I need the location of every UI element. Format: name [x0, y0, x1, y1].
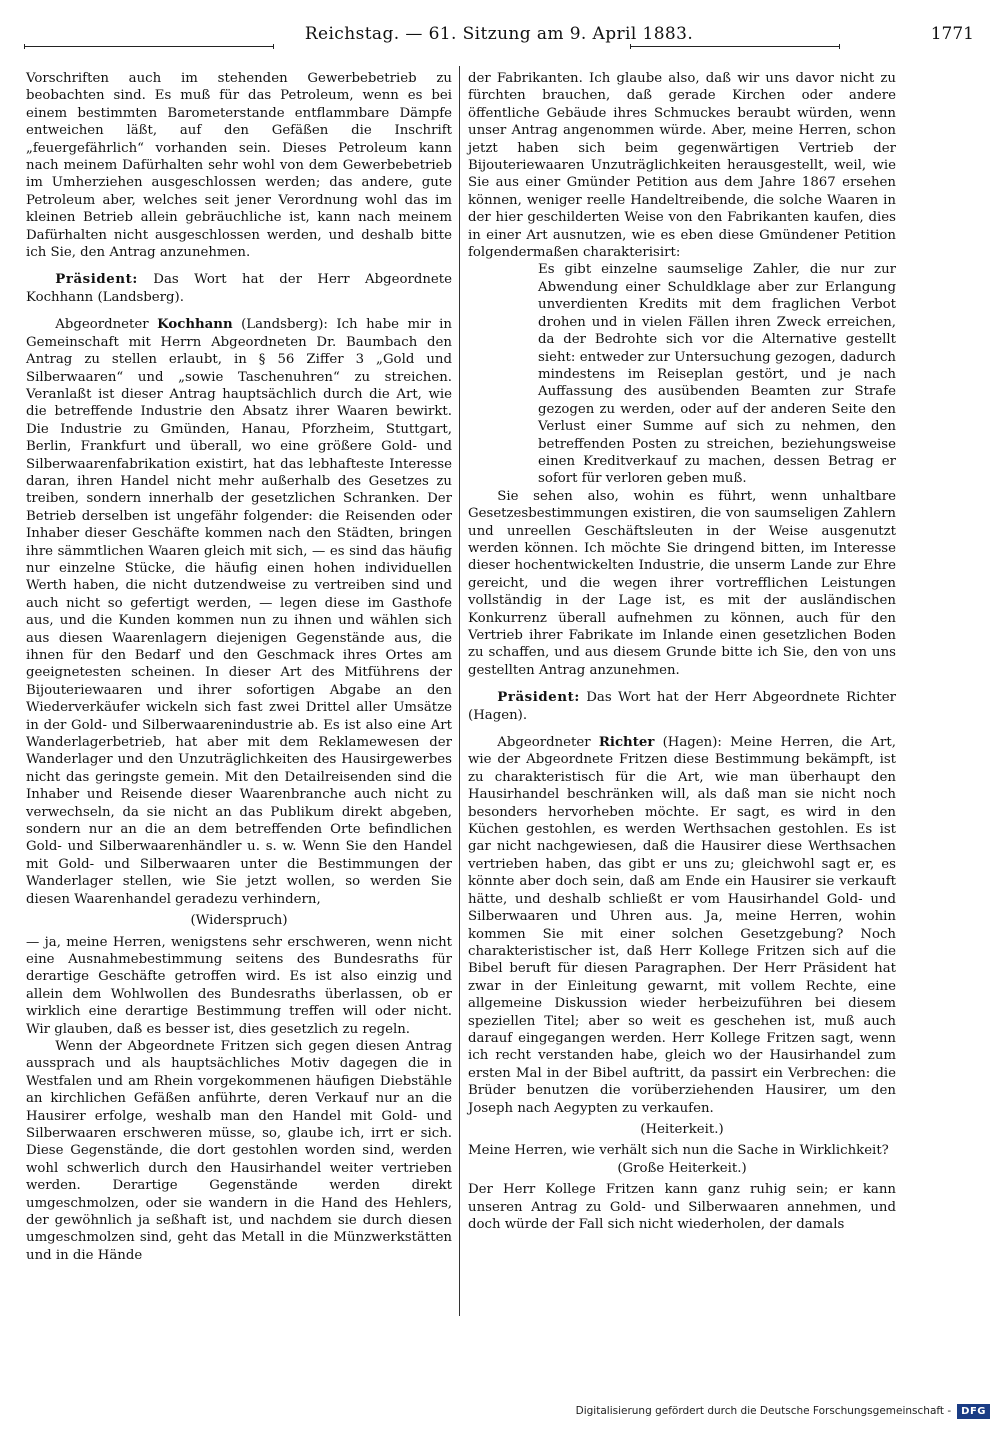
paragraph-text: (Hagen): Meine Herren, die Art, wie der Abgeordnete Fritzen diese Bestimmung bekämpft, ist zu charakteristisch für die Art, wie man überhaupt den Hausirhandel beschränken will, als daß man sie nicht noch besonders hervorheben möchte. Er sagt, es wird in den Küchen gestohlen, es werden Werthsachen gestohlen. Es ist gar nicht nachgewiesen, daß die Hausirer diese Werthsachen vertrieben haben, das gibt er uns zu; gleichwohl sagt er, es könnte aber doch sein, daß am Ende ein Hausirer sie verkauft hätte, und deshalb schließt er vom Hausirhandel Gold- und Silberwaaren und Uhren aus. Ja, meine Herren, wohin kommen Sie mit einer solchen Gesetzgebung? Noch charakteristischer ist, daß Herr Kollege Fritzen sich auf die Bibel beruft für diesen Paragraphen. Der Herr Präsident hat zwar in der Einleitung gewarnt, mit vollem Rechte, eine allgemeine Diskussion wieder herbeizuführen bei diesem speziellen Titel; aber so weit es geschehen ist, muß auch darauf eingegangen werden. Herr Kollege Fritzen sagt, wenn ich recht verstanden habe, gleich wo der Hausirhandel zum ersten Mal in der Bibel auftritt, da passirt ein Verbrechen: die Brüder benutzen die vorüberziehenden Hausirer, um den Joseph nach Aegypten zu verkaufen. — [468, 735, 896, 1116]
funding-footer — [576, 1400, 990, 1422]
speaker-label: Präsident: — [497, 690, 580, 706]
speaker-prefix: Abgeordneter — [55, 317, 158, 333]
paragraph-text: (Landsberg): Ich habe mir in Gemeinschaft mit Herrn Abgeordneten Dr. Baumbach den Antrag zu stellen erlaubt, in § 56 Ziffer 3 „Gold und Silberwaaren“ und „sowie Taschenuhren“ zu streichen. Veranlaßt ist dieser Antrag hauptsächlich durch die Art, wie die betreffende Industrie den Absatz ihrer Waaren bewirkt. Die Industrie zu Gmünden, Hanau, Pforzheim, Stuttgart, Berlin, Frankfurt und überall, wo eine größere Gold- und Silberwaarenfabrikation existirt, hat das lebhafteste Interesse daran, ihren Handel nicht mehr außerhalb des Gesetzes zu treiben, sondern innerhalb der gesetzlichen Schranken. Der Betrieb derselben ist ungefähr folgender: die Reisenden oder Inhaber dieser Geschäfte kommen nach den Städten, bringen ihre sämmtlichen Waaren gleich mit sich, — es sind das häufig nur einzelne Stücke, die häufig einen hohen individuellen Werth haben, die nicht dutzendweise zu vertreiben sind und auch nicht so gefertigt werden, — legen diese im Gasthofe aus, und die Kunden kommen nun zu ihnen und wählen sich aus diesen Waarenlagern diejenigen Gegenstände aus, die ihnen für den Bedarf und den Geschmack ihres Ortes am geeignetesten scheinen. In dieser Art des Mitführens der Bijouteriewaaren und ihrer sofortigen Abgabe an den Wiederverkäufer wickeln sich fast zwei Drittel aller Umsätze in der Gold- und Silberwaarenindustrie ab. Es ist also eine Art Wanderlagerbetrieb, hat aber mit dem Reklamewesen der Wanderlager und den Unzuträglichkeiten des Hausirgewerbes nicht das geringste gemein. Mit den Detailreisenden sind die Inhaber und Reisende dieser Waarenbranche auch nicht zu verwechseln, da sie nicht an das Publikum direkt abgeben, sondern nur an die an dem betreffenden Orte befindlichen Gold- und Silberwaarenhändler u. s. w. Wenn Sie den Handel mit Gold- und Silberwaaren unter die Bestimmungen der Wanderlager stellen, wie Sie jetzt wollen, so werden Sie diesen Waarenhandel geradezu verhindern, — [26, 317, 452, 907]
header-tick — [273, 44, 274, 49]
speaker-paragraph — [26, 271, 452, 306]
speech-paragraph — [468, 734, 896, 1117]
speaker-paragraph — [468, 689, 896, 724]
header-title: Reichstag. — 61. Sitzung am 9. April 1883. — [304, 24, 694, 44]
column-divider — [459, 66, 460, 1316]
paragraph: Meine Herren, wie verhält sich nun die Sache in Wirklichkeit? — [468, 1143, 889, 1159]
header-tick — [839, 44, 840, 49]
paragraph: der Fabrikanten. Ich glaube also, daß wir uns davor nicht zu fürchten brauchen, daß gerade Kirchen oder andere öffentliche Gebäude ihres Schmuckes beraubt würden, wenn unser Antrag angenommen würde. Aber, meine Herren, schon jetzt haben sich beim gegenwärtigen Vertrieb der Bijouteriewaaren Unzuträglichkeiten herausgestellt, weil, wie Sie aus einer Gmünder Petition aus dem Jahre 1867 ersehen können, weniger reelle Handeltreibende, die solche Waaren in der hier geschilderten Weise von den Fabrikanten kaufen, dies in einer Art ausnutzen, wie es eben diese Gmündener Petition folgendermaßen charakterisirt: — [468, 71, 896, 261]
paragraph: — ja, meine Herren, wenigstens sehr erschweren, wenn nicht eine Ausnahmebestimmung seitens des Bundesraths für derartige Geschäfte getroffen wird. Es ist also einzig und allein dem Wohlwollen des Bundesraths überlassen, ob er wirklich eine derartige Bestimmung treffen will oder nicht. Wir glauben, daß es besser ist, dies gesetzlich zu regeln. — [26, 934, 452, 1037]
left-column — [26, 70, 452, 1264]
paragraph-text: Das Wort hat der Herr Abgeordnete Richter (Hagen). — [468, 690, 896, 723]
footer-text: Digitalisierung gefördert durch die Deutsche Forschungsgemeinschaft - — [575, 1405, 952, 1417]
header-tick — [24, 44, 25, 49]
dfg-logo: DFG — [957, 1404, 990, 1419]
interjection: (Große Heiterkeit.) — [617, 1160, 747, 1176]
speaker-name: Richter — [598, 735, 655, 751]
quoted-petition: Es gibt einzelne saumselige Zahler, die nur zur Abwendung einer Schuldklage aber zur Erlangung unverdienten Kredits mit dem fraglichen Verbot drohen und in vielen Fällen ihren Zweck erreichen, da der Bedrohte sich vor die Alternative gestellt sieht: entweder zur Untersuchung gezogen, dadurch mindestens im Reiseplan gestört, und je nach Auffassung des ausübenden Beamten zur Strafe gezogen zu werden, oder auf der anderen Seite den Verlust einer Summe auf sich zu nehmen, den betreffenden Posten zu streichen, beziehungsweise einen Kreditverkauf zu machen, dessen Betrag er sofort für verloren geben muß. — [538, 262, 896, 487]
paragraph: Vorschriften auch im stehenden Gewerbebetrieb zu beobachten sind. Es muß für das Petroleum, wenn es bei einem bestimmten Barometerstande entflammbare Dämpfe entweichen läßt, auf den Gefäßen die Inschrift „feuergefährlich“ vorhanden sein. Dieses Petroleum kann nach meinem Dafürhalten sehr wohl von dem Gewerbebetrieb im Umherziehen ausgeschlossen werden; das andere, gute Petroleum aber, welches seit jener Verordnung wohl das im kleinen Betrieb allein gebräuchliche ist, kann nach meinem Dafürhalten nicht ausgeschlossen werden, und deshalb bitte ich Sie, den Antrag anzunehmen. — [26, 71, 452, 261]
interjection: (Heiterkeit.) — [640, 1121, 724, 1137]
running-header — [24, 24, 974, 48]
header-rule-left — [24, 46, 274, 47]
page-number: 1771 — [930, 24, 974, 44]
right-column — [468, 70, 896, 1233]
speech-paragraph — [26, 316, 452, 908]
header-tick — [630, 44, 631, 49]
speaker-label: Präsident: — [55, 272, 138, 288]
paragraph: Wenn der Abgeordnete Fritzen sich gegen diesen Antrag aussprach und als hauptsächliches Motiv dagegen die in Westfalen und am Rhein vorgekommenen häufigen Diebstähle an kirchlichen Gefäßen anführte, deren Verkauf nur an die Hausirer erfolge, weshalb man den Handel mit Gold- und Silberwaaren erschweren müsse, so, glaube ich, irrt er sich. Diese Gegenstände, die dort gestohlen worden sind, werden wohl schwerlich durch den Hausirhandel weiter vertrieben werden. Derartige Gegenstände werden direkt umgeschmolzen, oder sie wandern in die Hand des Hehlers, der gewöhnlich ja seßhaft ist, und nachdem sie durch diesen umgeschmolzen sind, geht das Metall in die Münzwerkstätten und in die Hände — [26, 1038, 452, 1263]
paragraph: Der Herr Kollege Fritzen kann ganz ruhig sein; er kann unseren Antrag zu Gold- und Silberwaaren annehmen, und doch würde der Fall sich nicht wiederholen, der damals — [468, 1182, 896, 1232]
paragraph-text: Das Wort hat der Herr Abgeordnete Kochhann (Landsberg). — [26, 272, 452, 305]
interjection: (Widerspruch) — [190, 913, 288, 929]
speaker-prefix: Abgeordneter — [497, 735, 599, 751]
speaker-name: Kochhann — [157, 317, 233, 333]
paragraph: Sie sehen also, wohin es führt, wenn unhaltbare Gesetzesbestimmungen existiren, die von saumseligen Zahlern und unreellen Geschäftsleuten in der Weise ausgenutzt werden können. Ich möchte Sie dringend bitten, im Interesse dieser hochentwickelten Industrie, die unserm Lande zur Ehre gereicht, und die wegen ihrer vortrefflichen Leistungen vollständig in der Lage ist, es mit der ausländischen Konkurrenz überall aufnehmen zu können, auch für den Vertrieb ihrer Fabrikate im Inlande einen gesetzlichen Boden zu schaffen, und aus diesem Grunde bitte ich Sie, den von uns gestellten Antrag anzunehmen. — [468, 488, 896, 678]
header-rule-right — [630, 46, 840, 47]
